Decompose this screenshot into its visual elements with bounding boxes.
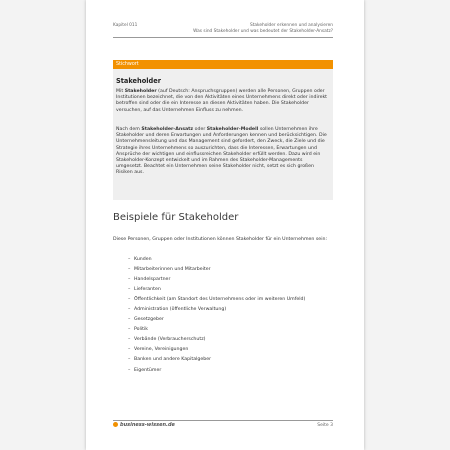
keyword-definition-paragraph [116,89,330,114]
keyword-box-label: Stichwort [113,60,333,69]
section-heading: Beispiele für Stakeholder [113,212,239,223]
keyword-box [113,60,333,200]
stakeholder-list [128,255,305,376]
header-subtitle: Was sind Stakeholder und was bedeutet der Stakeholder-Ansatz? [193,28,333,34]
list-item: – Gesetzgeber [128,317,164,323]
document-page [86,0,364,450]
bold-term: Stakeholder [124,89,157,94]
text-run: oder [193,127,207,132]
list-item: – Lieferanten [128,287,161,293]
keyword-approach-paragraph [116,127,330,177]
bold-term: Stakeholder-Ansatz [141,127,194,132]
list-item: – Kunden [128,257,152,262]
header-topic: Stakeholder erkennen und analysieren [249,23,333,28]
list-item: – Mitarbeiterinnen und Mitarbeiter [128,267,211,273]
text-run: sollen Unternehmen ihre Stakeholder und deren Erwartungen und Anforderungen kennen und berücksichtigen. Die Unternehmensleitung und das Management sind gefordert, den Zweck, die Ziele und die Strategie ihres Unternehmens so auszurichten, dass die Interessen, Erwartungen und Ansprüche der wichtigen und einflussreichen Stakeholder erfüllt werden. Dazu wird ein Stakeholder-Konzept entwickelt und im Rahmen des Stakeholder-Managements umgesetzt. Beachtet ein Unternehmen seine Stakeholder nicht, setzt es sich großen Risiken aus. [116,127,327,176]
list-item: – Politik [128,327,148,333]
list-item: – Öffentlichkeit (am Standort des Unternehmens oder im weiteren Umfeld) [128,297,306,303]
text-run: Nach dem [116,127,142,132]
list-item: – Vereine, Vereinigungen [128,347,189,353]
list-item: – Eigentümer [128,367,162,373]
list-item: – Banken und andere Kapitalgeber [128,357,212,363]
list-item: – Handelspartner [128,277,171,283]
text-run: Mit [116,89,125,94]
footer-logo: business-wissen.de [113,422,175,429]
footer-divider [113,420,333,421]
keyword-box-title: Stakeholder [116,77,161,85]
chapter-label: Kapitel 011 [113,23,138,28]
list-item: – Administration (öffentliche Verwaltung) [128,307,227,313]
header-divider [113,37,333,38]
section-intro: Diese Personen, Gruppen oder Institutionen können Stakeholder für ein Unternehmen sein: [113,237,328,242]
bold-term: Stakeholder-Modell [206,127,259,132]
list-item: – Verbände (Verbraucherschutz) [128,337,206,343]
logo-dot-icon [113,422,118,427]
page-number: Seite 3 [317,423,333,428]
text-run: (auf Deutsch: Anspruchsgruppen) werden alle Personen, Gruppen oder Institutionen bezeichnet, die von den Aktivitäten eines Unternehmens direkt oder indirekt betroffen sind oder die ein Interesse an diesen Aktivitäten haben. Die Stakeholder versuchen, auf das Unternehmen Einfluss zu nehmen. [116,89,328,113]
